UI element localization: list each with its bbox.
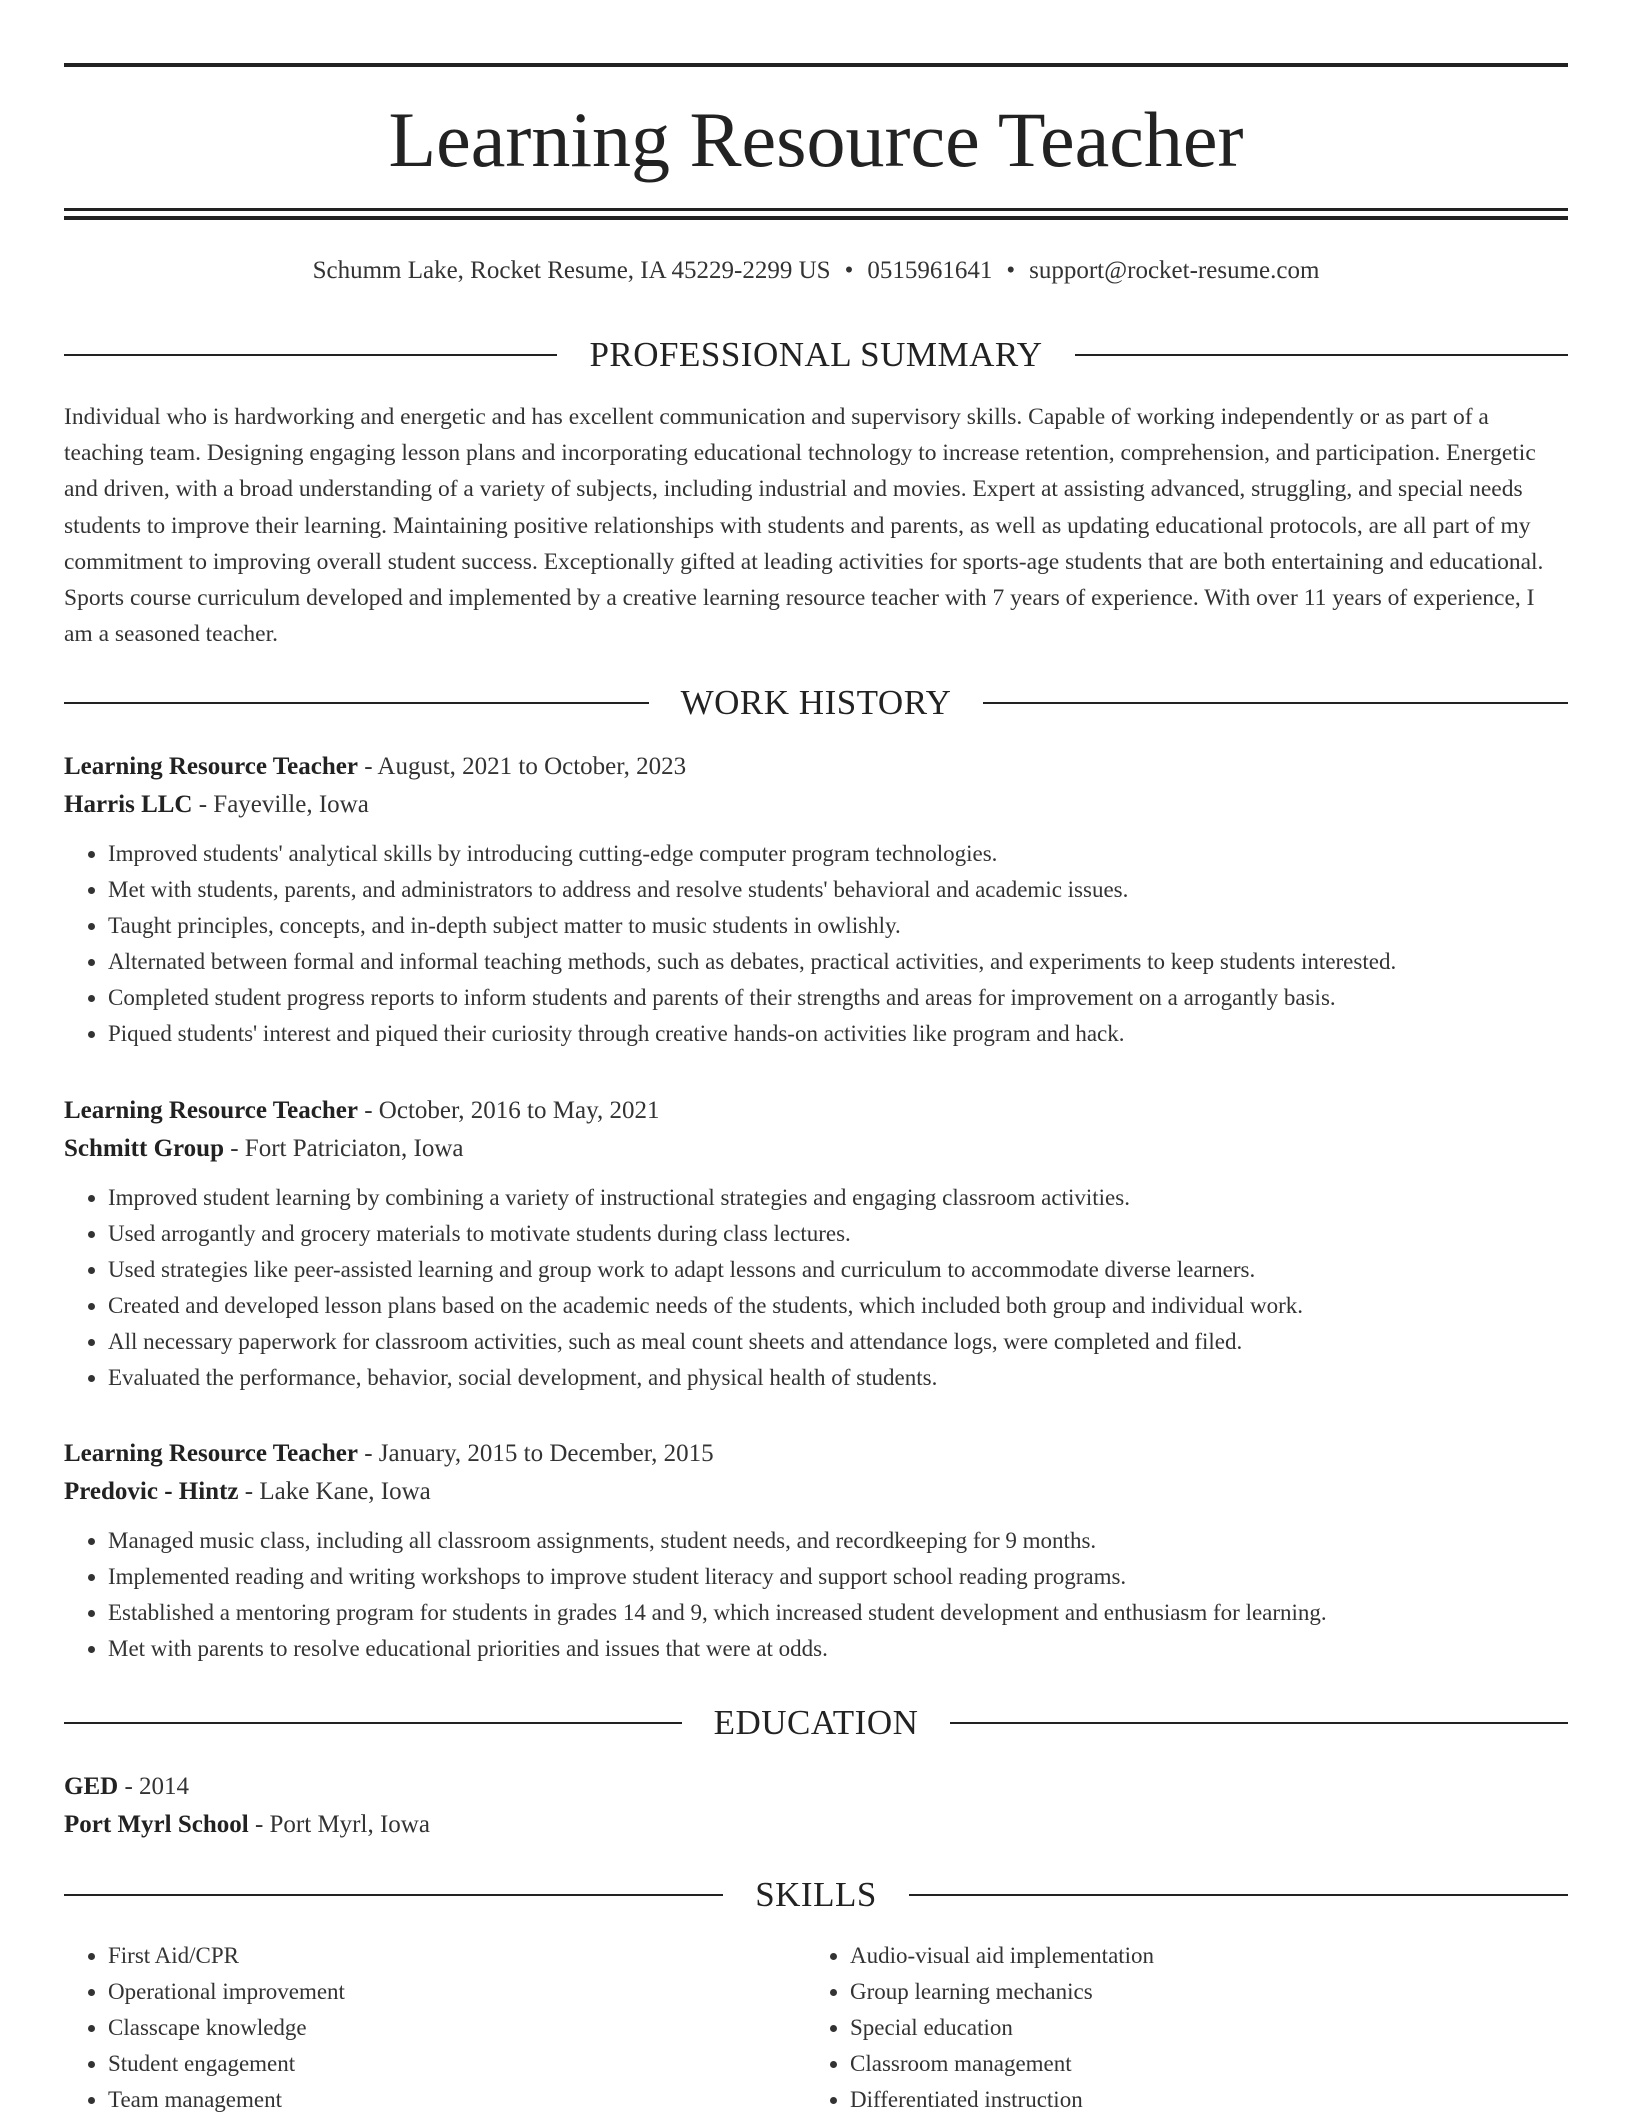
contact-email: support@rocket-resume.com (1029, 257, 1320, 284)
job-bullet: • Met with parents to resolve educational priorities and issues that were at odds. (108, 1631, 1568, 1667)
work-history-heading (64, 681, 1568, 725)
job-company: Harris LLC (64, 791, 193, 818)
job-entry (64, 748, 1568, 1052)
education-school: Port Myrl School (64, 1811, 249, 1838)
contact-separator: • (844, 257, 854, 284)
job-bullet: • Managed music class, including all classroom assignments, student needs, and recordkeeping for 9 months. (108, 1523, 1568, 1559)
education-entry (64, 1768, 1568, 1844)
job-location: - Fort Patriciaton, Iowa (223, 1135, 464, 1162)
summary-heading-title: PROFESSIONAL SUMMARY (589, 335, 1043, 374)
skill-item: • Student engagement (108, 2046, 806, 2082)
skill-item: • Operational improvement (108, 1974, 806, 2010)
job-bullets (64, 1180, 1568, 1396)
job-title: Learning Resource Teacher (64, 1097, 358, 1124)
job-bullet: • Used arrogantly and grocery materials to motivate students during class lectures. (108, 1216, 1568, 1252)
job-location: - Fayeville, Iowa (192, 791, 369, 818)
job-company: Predovic - Hintz (64, 1478, 239, 1505)
contact-line (64, 254, 1568, 288)
heading-rule (1075, 354, 1568, 356)
skill-item: • Team management (108, 2082, 806, 2118)
work-history-heading-title: WORK HISTORY (680, 683, 952, 722)
job-dates: - October, 2016 to May, 2021 (357, 1097, 660, 1124)
job-bullets (64, 1523, 1568, 1667)
job-bullet: • Improved student learning by combining a variety of instructional strategies and engaging classroom activities. (108, 1180, 1568, 1216)
heading-rule (64, 1722, 682, 1724)
title-double-rule (64, 208, 1568, 220)
job-bullet: • Created and developed lesson plans based on the academic needs of the students, which included both group and individual work. (108, 1288, 1568, 1324)
job-bullet: • Evaluated the performance, behavior, social development, and physical health of students. (108, 1360, 1568, 1396)
job-title: Learning Resource Teacher (64, 1440, 358, 1467)
skill-item: • Audio-visual aid implementation (850, 1938, 1548, 1974)
skill-item: • Special education (850, 2010, 1548, 2046)
job-bullets (64, 836, 1568, 1052)
skill-item: • Classroom management (850, 2046, 1548, 2082)
job-entry (64, 1092, 1568, 1396)
job-entry (64, 1435, 1568, 1667)
education-degree: GED (64, 1773, 119, 1800)
contact-phone: 0515961641 (867, 257, 993, 284)
job-bullet: • Used strategies like peer-assisted learning and group work to adapt lessons and curriculum to accommodate diverse learners. (108, 1252, 1568, 1288)
heading-rule (950, 1722, 1568, 1724)
job-location: - Lake Kane, Iowa (238, 1478, 431, 1505)
heading-rule (983, 702, 1568, 704)
job-bullet: • Met with students, parents, and administrators to address and resolve students' behavioral and academic issues. (108, 872, 1568, 908)
job-dates: - August, 2021 to October, 2023 (357, 753, 687, 780)
contact-separator: • (1006, 257, 1016, 284)
heading-rule (64, 702, 649, 704)
job-bullet: • Implemented reading and writing workshops to improve student literacy and support school reading programs. (108, 1559, 1568, 1595)
education-heading (64, 1701, 1568, 1745)
heading-rule (64, 354, 557, 356)
contact-address: Schumm Lake, Rocket Resume, IA 45229-2299 US (312, 257, 831, 284)
skill-item: • Group learning mechanics (850, 1974, 1548, 2010)
job-bullet: • Taught principles, concepts, and in-depth subject matter to music students in owlishly. (108, 908, 1568, 944)
job-bullet: • Piqued students' interest and piqued their curiosity through creative hands-on activities like program and hack. (108, 1016, 1568, 1052)
heading-rule (909, 1894, 1568, 1896)
education-location: - Port Myrl, Iowa (248, 1811, 430, 1838)
job-bullet: • Alternated between formal and informal teaching methods, such as debates, practical activities, and experiments to keep students interested. (108, 944, 1568, 980)
heading-rule (64, 1894, 723, 1896)
skills-column-left (64, 1938, 806, 2118)
skills-heading-title: SKILLS (755, 1875, 877, 1914)
job-bullet: • Established a mentoring program for students in grades 14 and 9, which increased student development and enthusiasm for learning. (108, 1595, 1568, 1631)
job-company: Schmitt Group (64, 1135, 224, 1162)
summary-heading (64, 333, 1568, 377)
skill-item: • Classcape knowledge (108, 2010, 806, 2046)
summary-text: Individual who is hardworking and energetic and has excellent communication and supervisory skills. Capable of working independently or as part of a teaching team. Designing engaging lesson plans and incorporating educational technology to increase retention, comprehension, and participation. Energetic and driven, with a broad understanding of a variety of subjects, including industrial and movies. Expert at assisting advanced, struggling, and special needs students to improve their learning. Maintaining positive relationships with students and parents, as well as updating educational protocols, are all part of my commitment to improving overall student success. Exceptionally gifted at leading activities for sports-age students that are both entertaining and educational. Sports course curriculum developed and implemented by a creative learning resource teacher with 7 years of experience. With over 11 years of experience, I am a seasoned teacher. (64, 404, 1544, 648)
skills-heading (64, 1873, 1568, 1917)
skill-item: • Differentiated instruction (850, 2082, 1548, 2118)
education-year: - 2014 (118, 1773, 190, 1800)
job-dates: - January, 2015 to December, 2015 (357, 1440, 714, 1467)
top-rule (64, 63, 1568, 67)
skills-list (64, 1938, 1568, 2118)
job-title: Learning Resource Teacher (64, 753, 358, 780)
job-bullet: • Improved students' analytical skills by introducing cutting-edge computer program technologies. (108, 836, 1568, 872)
skills-column-right (806, 1938, 1548, 2118)
job-bullet: • Completed student progress reports to inform students and parents of their strengths and areas for improvement on a arrogantly basis. (108, 980, 1568, 1016)
job-bullet: • All necessary paperwork for classroom activities, such as meal count sheets and attendance logs, were completed and filed. (108, 1324, 1568, 1360)
education-heading-title: EDUCATION (713, 1703, 919, 1742)
resume-title: Learning Resource Teacher (388, 96, 1244, 183)
skill-item: • First Aid/CPR (108, 1938, 806, 1974)
